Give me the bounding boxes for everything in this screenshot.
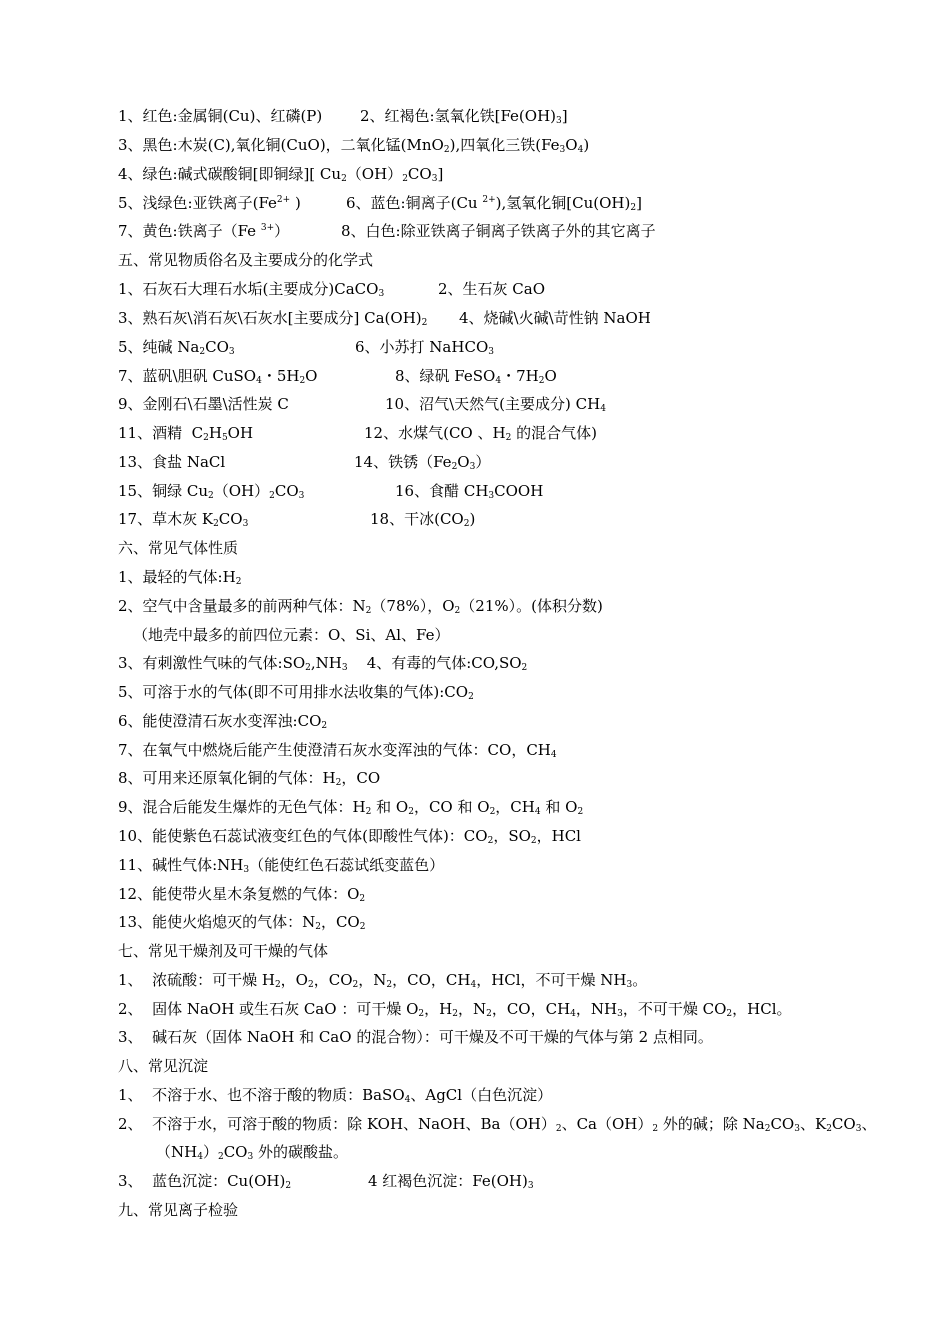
text-run: ] — [437, 165, 444, 183]
text-run: CO — [770, 1115, 795, 1133]
subscript: 2 — [521, 663, 528, 673]
subscript: 4 — [495, 376, 502, 386]
text-run: 4 红褐色沉淀：Fe(OH) — [368, 1172, 528, 1190]
text-run: 2、 固体 NaOH 或生石灰 CaO ：可干燥 O — [118, 1000, 419, 1018]
text-run: ，不可干燥 CO — [622, 1000, 727, 1018]
subscript: 2 — [235, 577, 242, 587]
text-run: （OH） — [346, 165, 403, 183]
text-run: ) — [469, 510, 476, 528]
subscript: 2 — [208, 491, 214, 501]
text-run: 12、能使带火星木条复燃的气体：O — [118, 885, 360, 903]
text-run: （地壳中最多的前四位元素：O、Si、Al、Fe） — [133, 626, 450, 644]
subscript: 3 — [626, 980, 633, 990]
text-run: 1、 不溶于水、也不溶于酸的物质：BaSO — [118, 1086, 405, 1104]
subscript: 2 — [365, 807, 372, 817]
text-run: 、 — [861, 1115, 877, 1133]
text-segment — [118, 797, 583, 817]
text-run: ，N — [457, 1000, 487, 1018]
text-segment — [118, 164, 443, 184]
text-run: ) — [583, 136, 590, 154]
text-segment — [364, 423, 597, 443]
text-segment — [118, 423, 253, 443]
text-run: 七、常见干燥剂及可干燥的气体 — [118, 942, 329, 960]
text-run: ，CO — [313, 971, 353, 989]
text-segment — [118, 193, 301, 213]
text-segment — [118, 999, 792, 1019]
subscript: 2 — [505, 433, 512, 443]
text-segment — [118, 538, 238, 558]
text-run: 10、沼气\天然气(主要成分) CH — [385, 395, 601, 413]
text-segment — [118, 653, 527, 673]
subscript: 2 — [530, 836, 537, 846]
subscript: 4 — [600, 404, 606, 414]
text-run: 2、红褐色:氢氧化铁[Fe(OH) — [360, 107, 556, 125]
superscript: 3+ — [260, 223, 275, 233]
text-run: 13、食盐 NaCl — [118, 453, 226, 471]
text-run: ] — [561, 107, 568, 125]
text-segment — [118, 884, 365, 904]
subscript: 3 — [378, 289, 385, 299]
text-segment — [118, 1200, 238, 1220]
subscript: 2 — [386, 980, 393, 990]
text-run: 4、烧碱\火碱\苛性钠 NaOH — [459, 309, 651, 327]
subscript: 4 — [404, 1095, 411, 1105]
superscript: 2+ — [482, 195, 496, 205]
subscript: 2 — [418, 1009, 425, 1019]
text-run: 4、有毒的气体:CO,SO — [347, 654, 522, 672]
text-run: ),氢氧化铜[Cu(OH) — [495, 194, 631, 212]
text-run: 6、能使澄清石灰水变浑浊:CO — [118, 712, 322, 730]
subscript: 2 — [555, 1124, 562, 1134]
text-segment — [118, 106, 322, 126]
subscript: 2 — [285, 1181, 292, 1191]
subscript: 2 — [335, 778, 342, 788]
subscript: 2 — [764, 1124, 771, 1134]
text-run: ，HCl。 — [732, 1000, 792, 1018]
text-run: O — [305, 367, 318, 385]
subscript: 2 — [274, 980, 281, 990]
subscript: 2 — [199, 347, 206, 357]
subscript: 2 — [487, 836, 494, 846]
subscript: 2 — [307, 980, 314, 990]
text-segment — [118, 250, 373, 270]
text-run: 、AgCl（白色沉淀） — [410, 1086, 553, 1104]
text-segment — [156, 1142, 348, 1162]
subscript: 2 — [454, 606, 461, 616]
text-run: 2、生石灰 CaO — [438, 280, 546, 298]
text-run: （能使红色石蕊试纸变蓝色） — [249, 856, 445, 874]
text-run: ） — [274, 222, 290, 240]
subscript: 2 — [315, 922, 321, 932]
text-segment — [118, 1027, 713, 1047]
text-segment — [118, 740, 557, 760]
text-run: ) — [290, 194, 301, 212]
subscript: 3 — [228, 347, 235, 357]
subscript: 2 — [468, 692, 474, 702]
subscript: 3 — [341, 663, 348, 673]
text-run: O — [457, 453, 470, 471]
text-segment — [118, 941, 328, 961]
subscript: 2 — [826, 1124, 832, 1134]
text-run: 5、可溶于水的气体(即不可用排水法收集的气体):CO — [118, 683, 469, 701]
text-run: 16、食醋 CH — [395, 482, 489, 500]
text-run: CO — [407, 165, 432, 183]
text-run: 3、熟石灰\消石灰\石灰水[主要成分] Ca(OH) — [118, 309, 422, 327]
text-run: ，CO，CH — [491, 1000, 571, 1018]
text-run: （78%），O — [371, 597, 455, 615]
text-run: 7、蓝矾\胆矾 CuSO — [118, 367, 257, 385]
text-run: （NH — [156, 1143, 198, 1161]
text-run: 8、绿矾 FeSO — [395, 367, 496, 385]
text-segment — [118, 221, 289, 241]
text-segment — [118, 855, 444, 875]
text-run: 10、能使紫色石蕊试液变红色的气体(即酸性气体)：CO — [118, 827, 488, 845]
subscript: 3 — [242, 519, 249, 529]
text-run: 和 O — [540, 798, 578, 816]
text-run: CO — [205, 338, 229, 356]
text-segment — [118, 509, 248, 529]
text-run: 外的碳酸盐。 — [253, 1143, 348, 1161]
text-segment — [118, 1056, 208, 1076]
subscript: 3 — [617, 1009, 623, 1019]
subscript: 2 — [359, 894, 366, 904]
subscript: 3 — [469, 462, 476, 472]
text-segment — [118, 711, 327, 731]
text-run: H — [208, 424, 222, 442]
text-run: 六、常见气体性质 — [118, 539, 239, 557]
subscript: 2 — [365, 606, 372, 616]
text-segment — [370, 509, 475, 529]
text-segment — [354, 452, 490, 472]
text-run: ・7H — [501, 367, 539, 385]
text-run: 17、草木灰 K — [118, 510, 214, 528]
subscript: 3 — [556, 116, 562, 126]
text-run: ，CO，CH — [392, 971, 471, 989]
text-segment — [118, 1171, 291, 1191]
text-run: CO — [223, 1143, 248, 1161]
text-segment — [360, 106, 568, 126]
text-run: ，HCl，不可干燥 NH — [476, 971, 627, 989]
text-segment — [385, 394, 606, 414]
superscript: 2+ — [276, 195, 291, 205]
text-run: CO — [831, 1115, 856, 1133]
subscript: 2 — [269, 491, 275, 501]
text-run: 3、有刺激性气味的气体:SO — [118, 654, 306, 672]
subscript: 2 — [217, 1152, 224, 1162]
text-segment — [355, 337, 494, 357]
text-segment — [118, 394, 289, 414]
subscript: 2 — [359, 922, 366, 932]
text-segment — [118, 682, 474, 702]
text-segment — [118, 912, 365, 932]
text-run: ，SO — [493, 827, 531, 845]
text-run: 14、铁锈（Fe — [354, 453, 452, 471]
text-segment — [118, 308, 427, 328]
subscript: 2 — [341, 174, 347, 184]
subscript: 2 — [630, 203, 637, 213]
text-run: 13、能使火焰熄灭的气体：N — [118, 913, 316, 931]
text-segment — [395, 481, 543, 501]
text-run: ，N — [358, 971, 387, 989]
subscript: 4 — [470, 980, 477, 990]
text-run: 5、纯碱 Na — [118, 338, 200, 356]
subscript: 2 — [402, 174, 408, 184]
text-run: 2、空气中含量最多的前两种气体：N — [118, 597, 366, 615]
text-run: ） — [475, 453, 491, 471]
subscript: 3 — [488, 491, 495, 501]
text-segment — [395, 366, 557, 386]
text-run: 、K — [799, 1115, 827, 1133]
text-segment — [368, 1171, 534, 1191]
subscript: 4 — [577, 145, 584, 155]
text-run: 和 O — [371, 798, 409, 816]
subscript: 3 — [243, 865, 250, 875]
text-segment — [118, 481, 304, 501]
text-run: 五、常见物质俗名及主要成分的化学式 — [118, 251, 374, 269]
text-run: ・5H — [261, 367, 300, 385]
text-run: 1、 浓硫酸：可干燥 H — [118, 971, 275, 989]
text-segment — [118, 826, 581, 846]
text-run: O — [544, 367, 557, 385]
text-run: ，NH — [575, 1000, 618, 1018]
text-segment — [118, 366, 317, 386]
text-segment — [118, 452, 225, 472]
subscript: 2 — [652, 1124, 659, 1134]
text-run: 1、石灰石大理石水垢(主要成分)CaCO — [118, 280, 379, 298]
text-segment — [118, 135, 589, 155]
text-run: 8、可用来还原氧化铜的气体：H — [118, 769, 336, 787]
text-run: 7、黄色:铁离子（Fe — [118, 222, 261, 240]
subscript: 3 — [559, 145, 566, 155]
text-segment — [118, 1085, 552, 1105]
text-segment — [118, 768, 380, 788]
text-run: ),四氧化三铁(Fe — [449, 136, 560, 154]
subscript: 5 — [221, 433, 228, 443]
text-segment — [118, 337, 235, 357]
text-run: 6、蓝色:铜离子(Cu — [346, 194, 483, 212]
text-run: （21%）。(体积分数) — [460, 597, 603, 615]
text-segment — [118, 970, 647, 990]
subscript: 2 — [726, 1009, 733, 1019]
text-run: 7、在氧气中燃烧后能产生使澄清石灰水变浑浊的气体：CO，CH — [118, 741, 551, 759]
subscript: 2 — [203, 433, 209, 443]
text-run: 6、小苏打 NaHCO — [355, 338, 489, 356]
text-run: 外的碱；除 Na — [658, 1115, 765, 1133]
text-run: 18、干冰(CO — [370, 510, 464, 528]
text-run: ] — [636, 194, 642, 212]
subscript: 2 — [463, 519, 470, 529]
subscript: 2 — [213, 519, 219, 529]
subscript: 2 — [538, 376, 545, 386]
text-run: 5、浅绿色:亚铁离子(Fe — [118, 194, 277, 212]
subscript: 2 — [299, 376, 306, 386]
text-segment — [118, 279, 384, 299]
subscript: 4 — [550, 750, 557, 760]
text-run: ，O — [280, 971, 308, 989]
text-run: 九、常见离子检验 — [118, 1201, 239, 1219]
subscript: 2 — [486, 1009, 492, 1019]
subscript: 3 — [298, 491, 305, 501]
text-segment — [459, 308, 651, 328]
text-run: 8、白色:除亚铁离子铜离子铁离子外的其它离子 — [341, 222, 656, 240]
text-run: ，CO — [341, 769, 381, 787]
subscript: 2 — [408, 807, 414, 817]
subscript: 2 — [321, 721, 328, 731]
subscript: 2 — [421, 318, 428, 328]
text-segment — [118, 1114, 876, 1134]
subscript: 4 — [570, 1009, 576, 1019]
text-run: CO — [274, 482, 299, 500]
text-run: 。 — [632, 971, 648, 989]
text-run: 15、铜绿 Cu — [118, 482, 208, 500]
text-segment — [118, 567, 241, 587]
text-segment — [133, 625, 449, 645]
text-run: 9、混合后能发生爆炸的无色气体：H — [118, 798, 366, 816]
text-run: 八、常见沉淀 — [118, 1057, 209, 1075]
subscript: 3 — [527, 1181, 534, 1191]
subscript: 3 — [431, 174, 438, 184]
subscript: 3 — [855, 1124, 862, 1134]
subscript: 3 — [488, 347, 494, 357]
text-run: OH — [227, 424, 254, 442]
subscript: 2 — [352, 980, 359, 990]
subscript: 3 — [794, 1124, 800, 1134]
subscript: 2 — [305, 663, 311, 673]
text-run: CO — [218, 510, 243, 528]
subscript: 3 — [247, 1152, 254, 1162]
text-run: 4、绿色:碱式碳酸铜[即铜绿][ Cu — [118, 165, 342, 183]
text-run: 1、最轻的气体:H — [118, 568, 236, 586]
subscript: 2 — [577, 807, 584, 817]
text-run: 11、碱性气体:NH — [118, 856, 244, 874]
text-run: ，H — [424, 1000, 453, 1018]
text-run: 3、黑色:木炭(C),氧化铜(CuO)，二氧化锰(MnO — [118, 136, 444, 154]
text-run: ，CH — [495, 798, 535, 816]
text-segment — [341, 221, 656, 241]
subscript: 2 — [451, 462, 458, 472]
text-run: 9、金刚石\石墨\活性炭 C — [118, 395, 289, 413]
text-run: ，HCl — [536, 827, 581, 845]
text-run: 3、 蓝色沉淀：Cu(OH) — [118, 1172, 286, 1190]
subscript: 2 — [452, 1009, 458, 1019]
text-run: 2、 不溶于水，可溶于酸的物质：除 KOH、NaOH、Ba（OH） — [118, 1115, 556, 1133]
text-segment — [118, 596, 603, 616]
text-run: ） — [202, 1143, 218, 1161]
text-run: 、Ca（OH） — [561, 1115, 653, 1133]
text-run: （OH） — [213, 482, 270, 500]
subscript: 4 — [256, 376, 262, 386]
text-segment — [346, 193, 642, 213]
subscript: 4 — [534, 807, 541, 817]
text-run: 3、 碱石灰（固体 NaOH 和 CaO 的混合物）：可干燥及不可干燥的气体与第 2 点相同。 — [118, 1028, 713, 1046]
text-run: O — [565, 136, 578, 154]
text-run: 1、红色:金属铜(Cu)、红磷(P) — [118, 107, 323, 125]
text-run: ,NH — [310, 654, 342, 672]
subscript: 2 — [443, 145, 450, 155]
subscript: 2 — [489, 807, 496, 817]
text-segment — [438, 279, 545, 299]
text-run: COOH — [494, 482, 544, 500]
text-run: 11、酒精 C — [118, 424, 204, 442]
subscript: 4 — [197, 1152, 203, 1162]
text-run: 12、水煤气(CO 、H — [364, 424, 506, 442]
text-run: 的混合气体) — [511, 424, 597, 442]
text-run: ，CO — [320, 913, 360, 931]
text-run: ，CO 和 O — [413, 798, 490, 816]
